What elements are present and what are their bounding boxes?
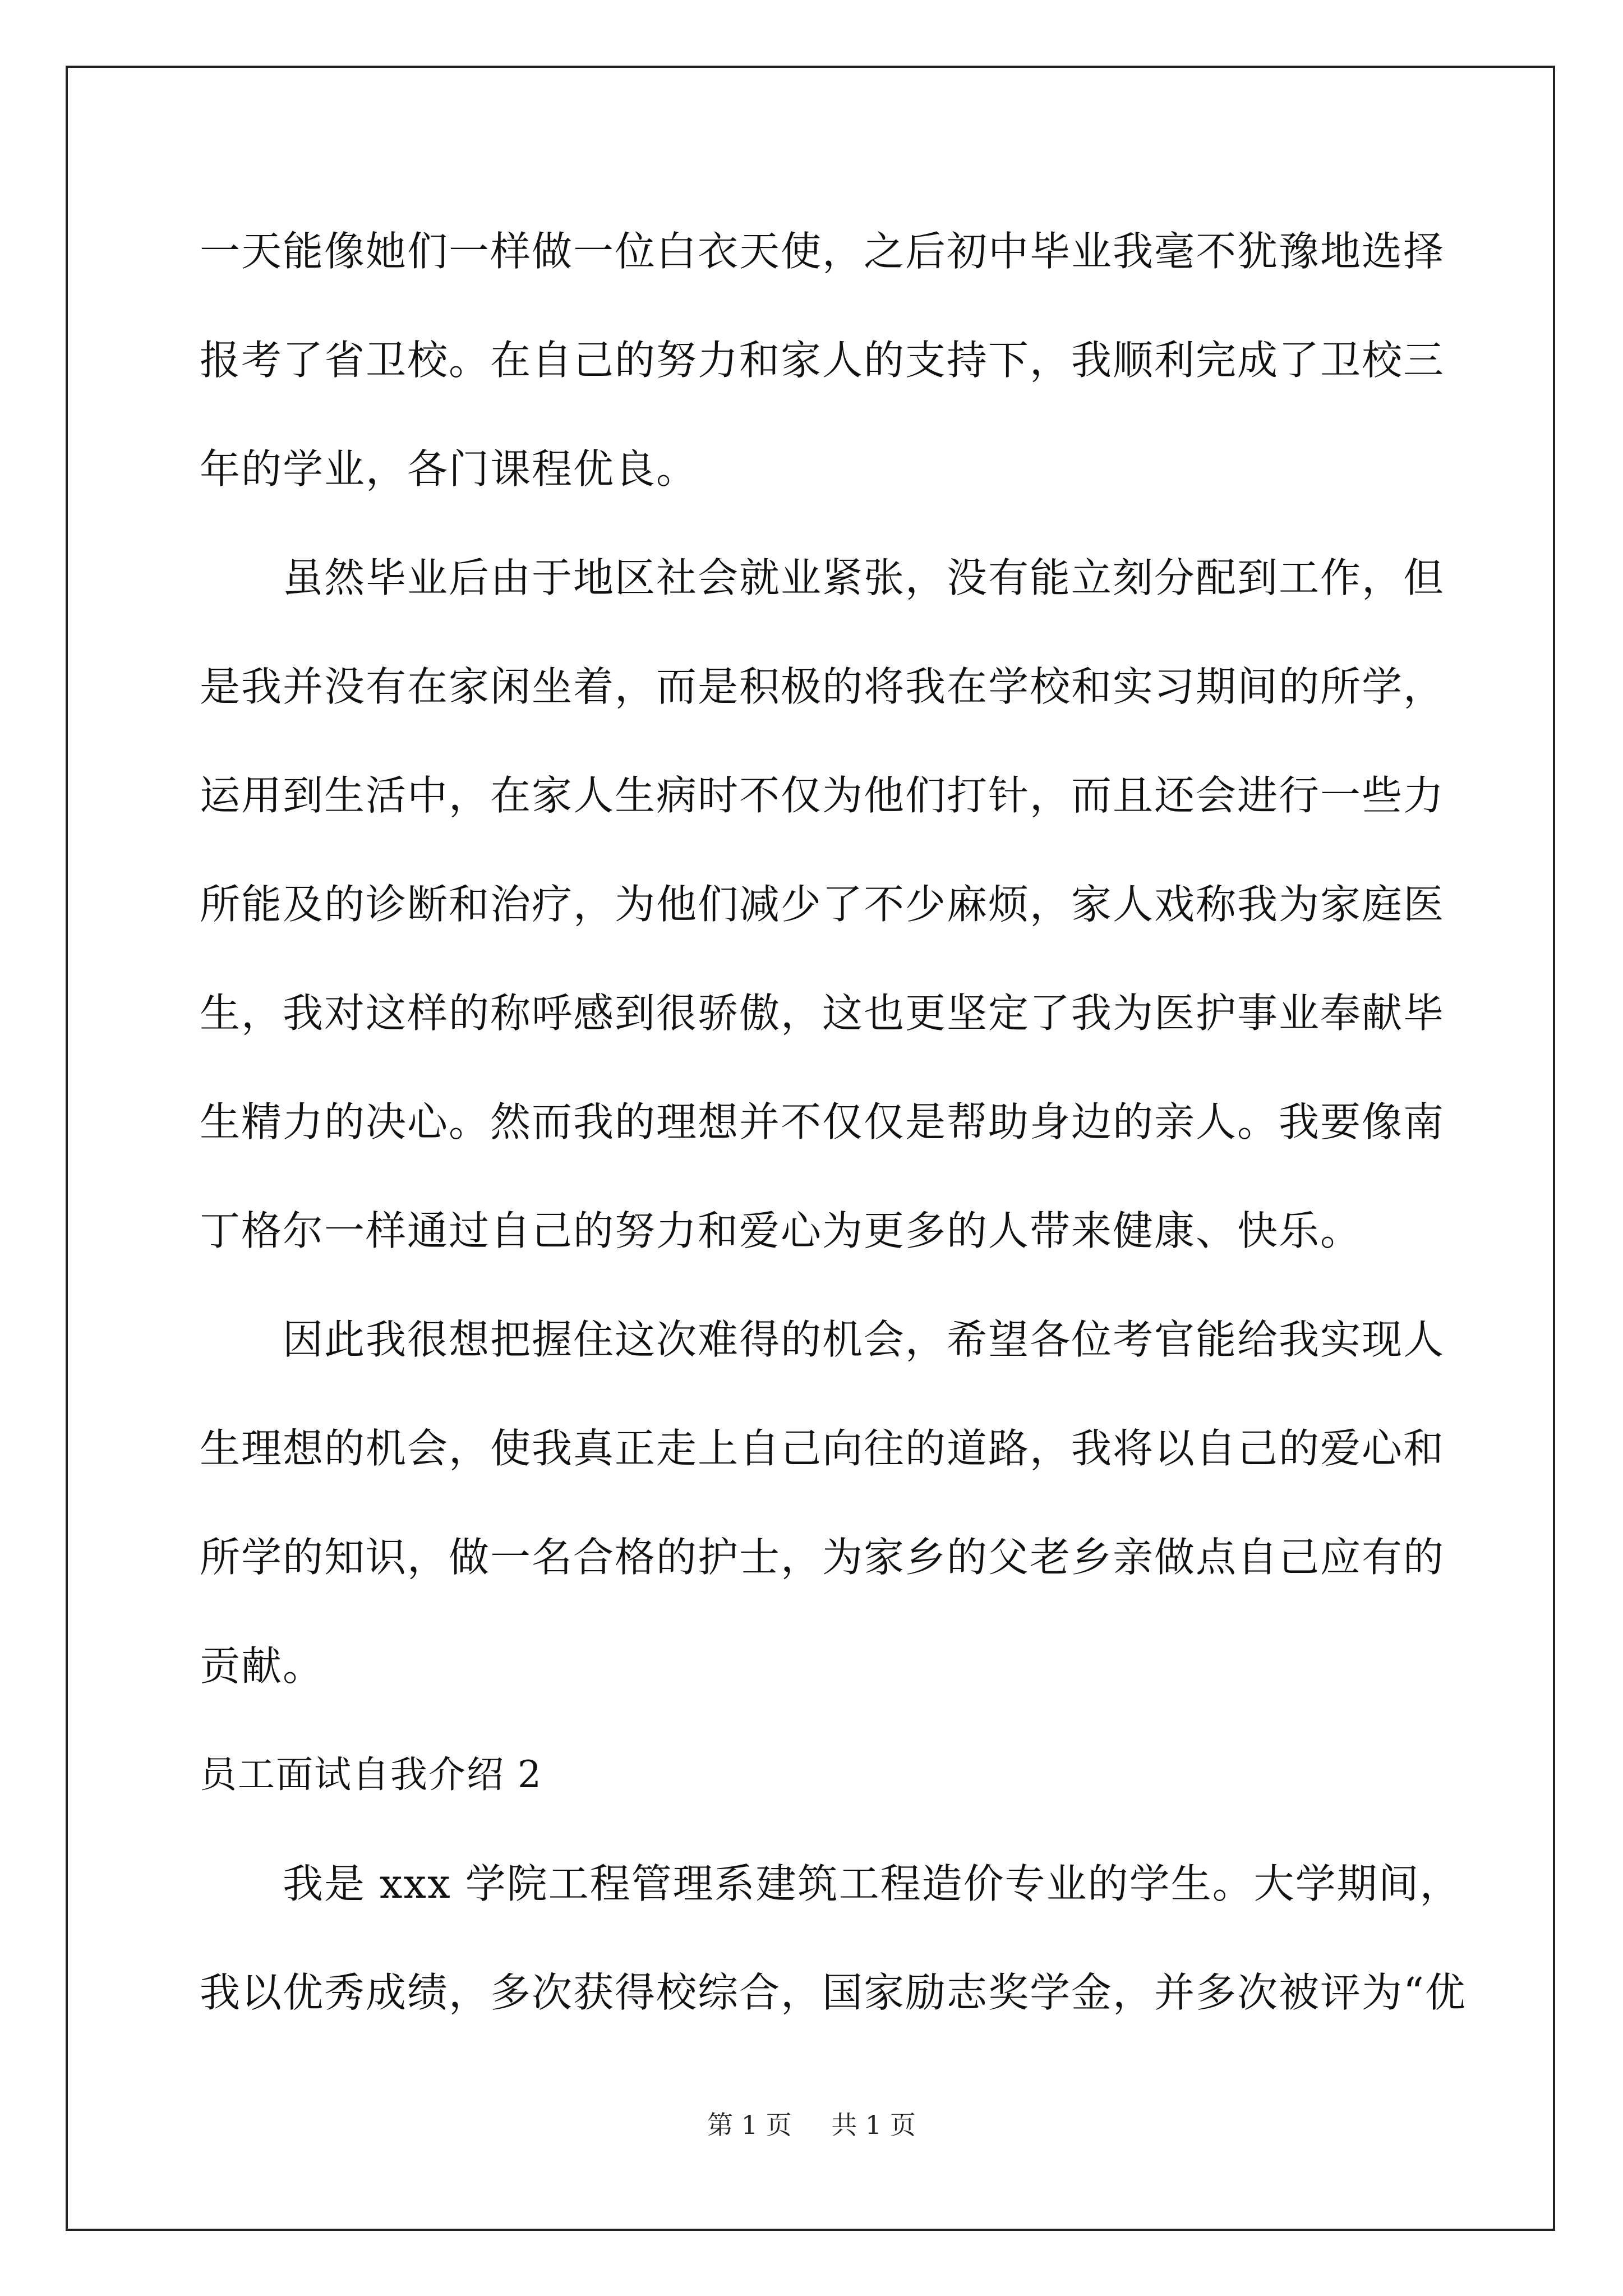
text-line: 是我并没有在家闲坐着，而是积极的将我在学校和实习期间的所学， [200, 663, 1445, 710]
text-line: 报考了省卫校。在自己的努力和家人的支持下，我顺利完成了卫校三 [200, 337, 1445, 384]
section-heading: 员工面试自我介绍 2 [200, 1753, 542, 1796]
text-line: 所学的知识，做一名合格的护士，为家乡的父老乡亲做点自己应有的 [200, 1534, 1445, 1581]
page-footer [0, 2105, 1623, 2142]
text-line: 生理想的机会，使我真正走上自己向往的道路，我将以自己的爱心和 [200, 1425, 1445, 1472]
text-line: 年的学业，各门课程优良。 [200, 445, 698, 493]
text-line: 丁格尔一样通过自己的努力和爱心为更多的人带来健康、快乐。 [200, 1207, 1362, 1254]
page-number: 第 1 页 [707, 2110, 792, 2140]
paragraph-start-line: 因此我很想把握住这次难得的机会，希望各位考官能给我实现人 [283, 1316, 1445, 1363]
document-body [200, 219, 1467, 2069]
paragraph-start-line: 我是 xxx 学院工程管理系建筑工程造价专业的学生。大学期间， [283, 1860, 1461, 1907]
text-line: 我以优秀成绩，多次获得校综合，国家励志奖学金，并多次被评为“优 [200, 1969, 1467, 2016]
text-line: 运用到生活中，在家人生病时不仅为他们打针，而且还会进行一些力 [200, 772, 1445, 819]
text-line: 所能及的诊断和治疗，为他们减少了不少麻烦，家人戏称我为家庭医 [200, 881, 1445, 928]
text-line: 生，我对这样的称呼感到很骄傲，这也更坚定了我为医护事业奉献毕 [200, 990, 1445, 1037]
text-line: 生精力的决心。然而我的理想并不仅仅是帮助身边的亲人。我要像南 [200, 1098, 1445, 1145]
paragraph-start-line: 虽然毕业后由于地区社会就业紧张，没有能立刻分配到工作，但 [283, 554, 1445, 601]
page-total: 共 1 页 [831, 2110, 916, 2140]
text-line: 贡献。 [200, 1642, 325, 1690]
text-line: 一天能像她们一样做一位白衣天使，之后初中毕业我毫不犹豫地选择 [200, 228, 1445, 275]
